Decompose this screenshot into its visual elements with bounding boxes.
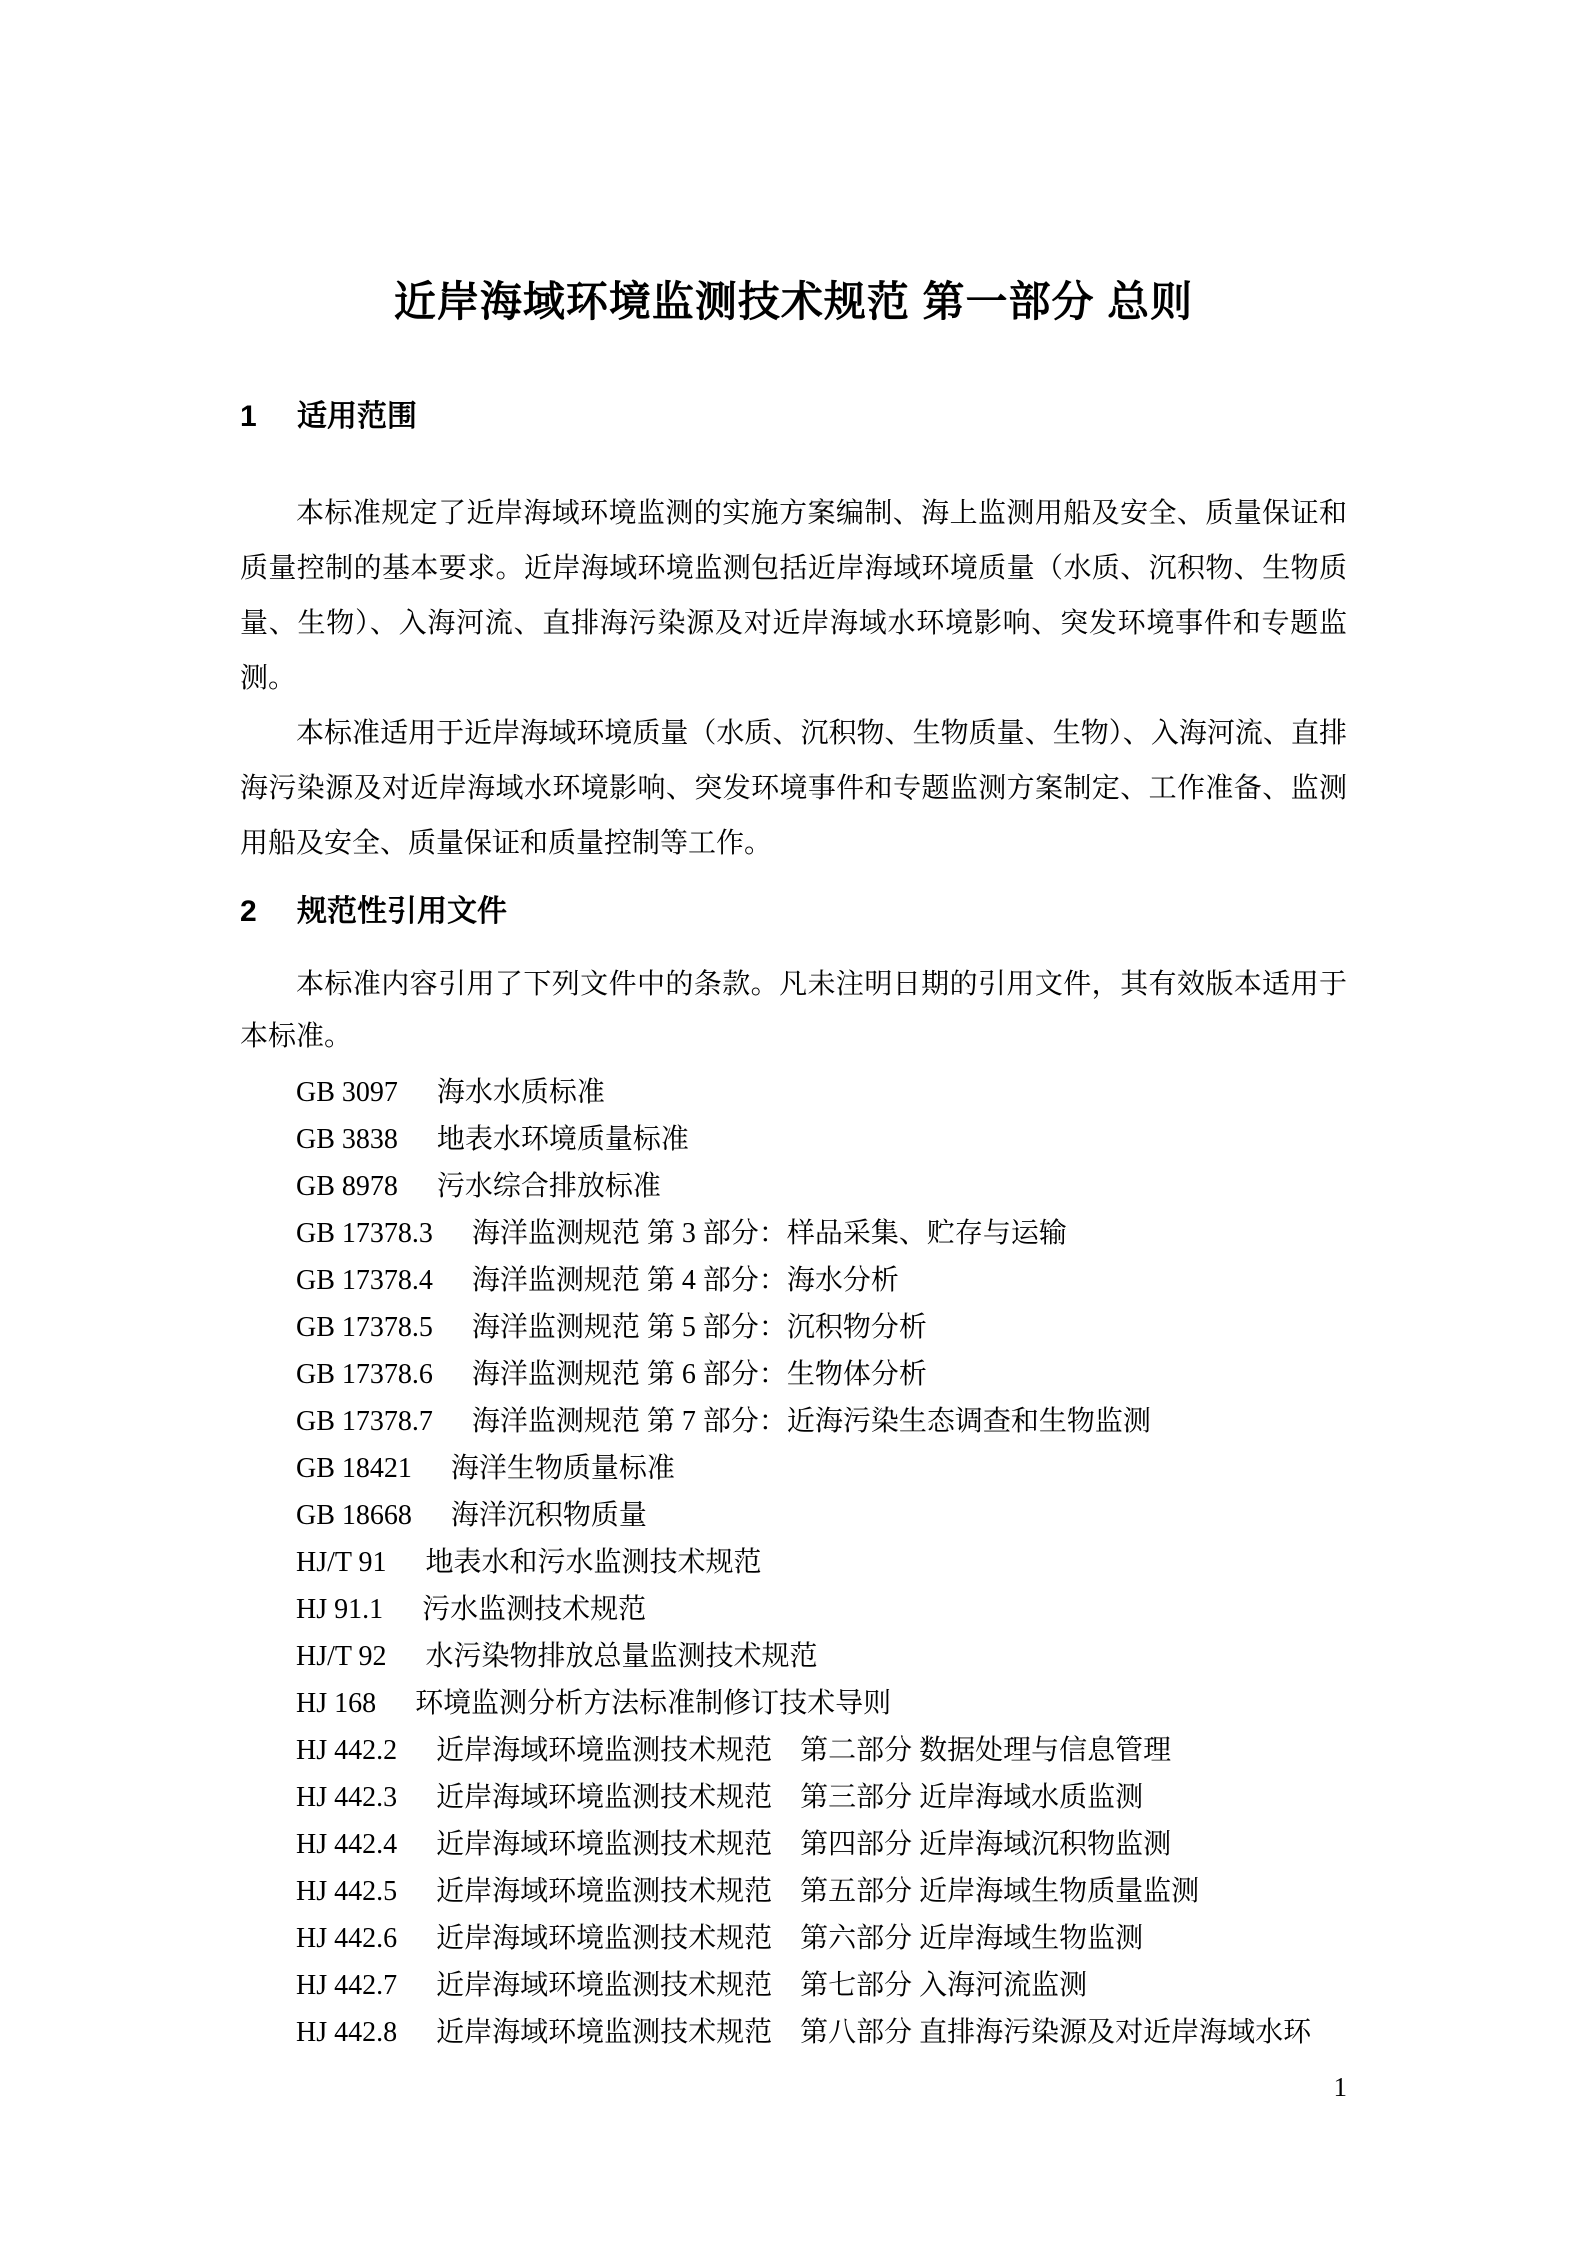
reference-item bbox=[240, 1398, 1347, 1445]
reference-code: HJ 442.2 bbox=[296, 1735, 398, 1766]
reference-item bbox=[240, 1868, 1347, 1915]
reference-item bbox=[240, 1962, 1347, 2009]
reference-title: 海洋沉积物质量 bbox=[450, 1500, 647, 1531]
reference-title: 近岸海域环境监测技术规范 第八部分 直排海污染源及对近岸海域水环 bbox=[436, 2017, 1312, 2048]
reference-item bbox=[240, 1304, 1347, 1351]
reference-title: 海水水质标准 bbox=[436, 1077, 605, 1108]
reference-title: 近岸海域环境监测技术规范 第七部分 入海河流监测 bbox=[436, 1970, 1088, 2001]
document-title: 近岸海域环境监测技术规范 第一部分 总则 bbox=[393, 278, 1194, 325]
reference-item bbox=[240, 1163, 1347, 1210]
reference-title: 海洋监测规范 第 4 部分：海水分析 bbox=[471, 1265, 899, 1296]
reference-code: GB 3838 bbox=[296, 1124, 398, 1155]
reference-item bbox=[240, 1257, 1347, 1304]
reference-item bbox=[240, 1774, 1347, 1821]
reference-code: HJ/T 92 bbox=[296, 1641, 387, 1672]
reference-title: 海洋监测规范 第 5 部分：沉积物分析 bbox=[471, 1312, 927, 1343]
reference-code: HJ 91.1 bbox=[296, 1594, 384, 1625]
reference-code: GB 17378.5 bbox=[296, 1312, 433, 1343]
section-number: 2 bbox=[240, 895, 257, 928]
scope-paragraph-2: 本标准适用于近岸海域环境质量（水质、沉积物、生物质量、生物）、入海河流、直排海污染源及对近岸海域水环境影响、突发环境事件和专题监测方案制定、工作准备、监测用船及安全、质量保证和质量控制等工作。 bbox=[240, 718, 1347, 859]
reference-item bbox=[240, 1633, 1347, 1680]
reference-code: GB 18421 bbox=[296, 1453, 412, 1484]
reference-code: HJ 442.7 bbox=[296, 1970, 398, 2001]
reference-code: HJ 442.4 bbox=[296, 1829, 398, 1860]
reference-item bbox=[240, 1445, 1347, 1492]
reference-title: 污水监测技术规范 bbox=[422, 1594, 647, 1625]
reference-code: HJ/T 91 bbox=[296, 1547, 387, 1578]
section-title: 适用范围 bbox=[297, 400, 417, 433]
reference-code: HJ 442.8 bbox=[296, 2017, 398, 2048]
reference-code: GB 17378.4 bbox=[296, 1265, 433, 1296]
reference-code: HJ 442.6 bbox=[296, 1923, 398, 1954]
document-content bbox=[240, 278, 1347, 2056]
reference-code: GB 18668 bbox=[296, 1500, 412, 1531]
reference-title: 污水综合排放标准 bbox=[436, 1171, 661, 1202]
reference-item bbox=[240, 1821, 1347, 1868]
reference-item bbox=[240, 2009, 1347, 2056]
reference-code: HJ 168 bbox=[296, 1688, 377, 1719]
reference-title: 近岸海域环境监测技术规范 第二部分 数据处理与信息管理 bbox=[436, 1735, 1172, 1766]
reference-item bbox=[240, 1915, 1347, 1962]
reference-item bbox=[240, 1116, 1347, 1163]
reference-item bbox=[240, 1680, 1347, 1727]
reference-code: GB 3097 bbox=[296, 1077, 398, 1108]
reference-item bbox=[240, 1727, 1347, 1774]
reference-item bbox=[240, 1210, 1347, 1257]
reference-code: GB 17378.3 bbox=[296, 1218, 433, 1249]
section-heading-references bbox=[240, 891, 1347, 933]
section-title: 规范性引用文件 bbox=[297, 895, 507, 928]
reference-title: 海洋监测规范 第 7 部分：近海污染生态调查和生物监测 bbox=[471, 1406, 1151, 1437]
reference-list bbox=[240, 1069, 1347, 2056]
reference-title: 地表水环境质量标准 bbox=[436, 1124, 689, 1155]
reference-title: 水污染物排放总量监测技术规范 bbox=[425, 1641, 818, 1672]
reference-code: GB 8978 bbox=[296, 1171, 398, 1202]
page-number: 1 bbox=[1333, 2072, 1347, 2102]
references-intro-paragraph: 本标准内容引用了下列文件中的条款。凡未注明日期的引用文件，其有效版本适用于本标准。 bbox=[240, 969, 1347, 1052]
reference-title: 地表水和污水监测技术规范 bbox=[425, 1547, 762, 1578]
reference-title: 海洋监测规范 第 3 部分：样品采集、贮存与运输 bbox=[471, 1218, 1067, 1249]
scope-paragraph-1: 本标准规定了近岸海域环境监测的实施方案编制、海上监测用船及安全、质量保证和质量控制的基本要求。近岸海域环境监测包括近岸海域环境质量（水质、沉积物、生物质量、生物）、入海河流、直排海污染源及对近岸海域水环境影响、突发环境事件和专题监测。 bbox=[240, 498, 1347, 694]
reference-item bbox=[240, 1069, 1347, 1116]
reference-code: HJ 442.5 bbox=[296, 1876, 398, 1907]
reference-title: 海洋监测规范 第 6 部分：生物体分析 bbox=[471, 1359, 927, 1390]
reference-code: HJ 442.3 bbox=[296, 1782, 398, 1813]
reference-title: 环境监测分析方法标准制修订技术导则 bbox=[415, 1688, 892, 1719]
reference-item bbox=[240, 1586, 1347, 1633]
reference-title: 海洋生物质量标准 bbox=[450, 1453, 675, 1484]
reference-title: 近岸海域环境监测技术规范 第四部分 近岸海域沉积物监测 bbox=[436, 1829, 1172, 1860]
reference-item bbox=[240, 1492, 1347, 1539]
reference-title: 近岸海域环境监测技术规范 第三部分 近岸海域水质监测 bbox=[436, 1782, 1144, 1813]
reference-code: GB 17378.6 bbox=[296, 1359, 433, 1390]
section-number: 1 bbox=[240, 400, 257, 433]
reference-title: 近岸海域环境监测技术规范 第六部分 近岸海域生物监测 bbox=[436, 1923, 1144, 1954]
reference-code: GB 17378.7 bbox=[296, 1406, 433, 1437]
reference-item bbox=[240, 1539, 1347, 1586]
reference-item bbox=[240, 1351, 1347, 1398]
section-heading-scope bbox=[240, 396, 1347, 438]
reference-title: 近岸海域环境监测技术规范 第五部分 近岸海域生物质量监测 bbox=[436, 1876, 1200, 1907]
